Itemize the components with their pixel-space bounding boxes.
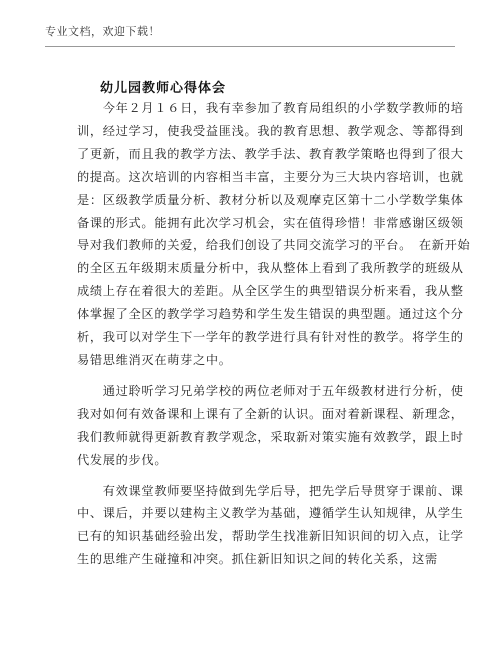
text-line: 代发展的步伐。 bbox=[77, 452, 168, 467]
paragraph-2 bbox=[77, 380, 464, 472]
text-line: 中、课后，并要以建构主义教学为基础，遵循学生认知规律，从学生 bbox=[77, 506, 464, 521]
text-line: 我对如何有效备课和上课有了全新的认识。面对着新课程、新理念， bbox=[77, 406, 464, 421]
text-line: 已有的知识基础经验出发，帮助学生找准新旧知识间的切入点，让学 bbox=[77, 529, 464, 544]
paragraph-3 bbox=[77, 480, 464, 572]
text-line: 体掌握了全区的教学学习趋势和学生发生错误的典型题。通过这个分 bbox=[77, 307, 464, 322]
text-line: 通过聆听学习兄弟学校的两位老师对于五年级教材进行分析，使 bbox=[77, 383, 464, 398]
text-line: 生的思维产生碰撞和冲突。抓住新旧知识之间的转化关系，这需 bbox=[77, 552, 438, 567]
paragraph-1 bbox=[77, 97, 471, 372]
header-divider bbox=[45, 46, 455, 47]
text-line: 的全区五年级期末质量分析中，我从整体上看到了我所教学的班级从 bbox=[77, 261, 464, 276]
document-body bbox=[77, 97, 471, 571]
text-line: 备课的形式。能拥有此次学习机会，实在值得珍惜！非常感谢区级领 bbox=[77, 215, 464, 230]
text-line: 今年２月１６日，我有幸参加了教育局组织的小学数学教师的培 bbox=[77, 101, 464, 115]
text-line: 有效课堂教师要坚持做到先学后导，把先学后导贯穿于课前、课 bbox=[77, 483, 464, 498]
paragraph-gap bbox=[77, 472, 430, 480]
text-line: 导对我们教师的关爱，给我们创设了共同交流学习的平台。 在新开始 bbox=[77, 238, 471, 253]
text-line: 析，我可以对学生下一学年的教学进行具有针对性的教学。将学生的 bbox=[77, 330, 464, 345]
text-line: 成绩上存在着很大的差距。从全区学生的典型错误分析来看，我从整 bbox=[77, 284, 464, 299]
text-line: 了更新，而且我的教学方法、教学手法、教育教学策略也得到了很大 bbox=[77, 146, 464, 161]
page-header-text: 专业文档，欢迎下载！ bbox=[45, 25, 160, 38]
text-line: 是：区级教学质量分析、教材分析以及观摩克区第十二小学数学集体 bbox=[77, 192, 464, 207]
text-line: 的提高。这次培训的内容相当丰富，主要分为三大块内容培训，也就 bbox=[77, 169, 464, 184]
text-line: 易错思维消灭在萌芽之中。 bbox=[77, 352, 232, 367]
paragraph-gap bbox=[77, 372, 430, 380]
text-line: 我们教师就得更新教育教学观念，采取新对策实施有效教学，跟上时 bbox=[77, 429, 464, 444]
document-title: 幼儿园教师心得体会 bbox=[100, 81, 227, 96]
text-line: 训，经过学习，使我受益匪浅。我的教育思想、教学观念、等都得到 bbox=[77, 123, 464, 138]
